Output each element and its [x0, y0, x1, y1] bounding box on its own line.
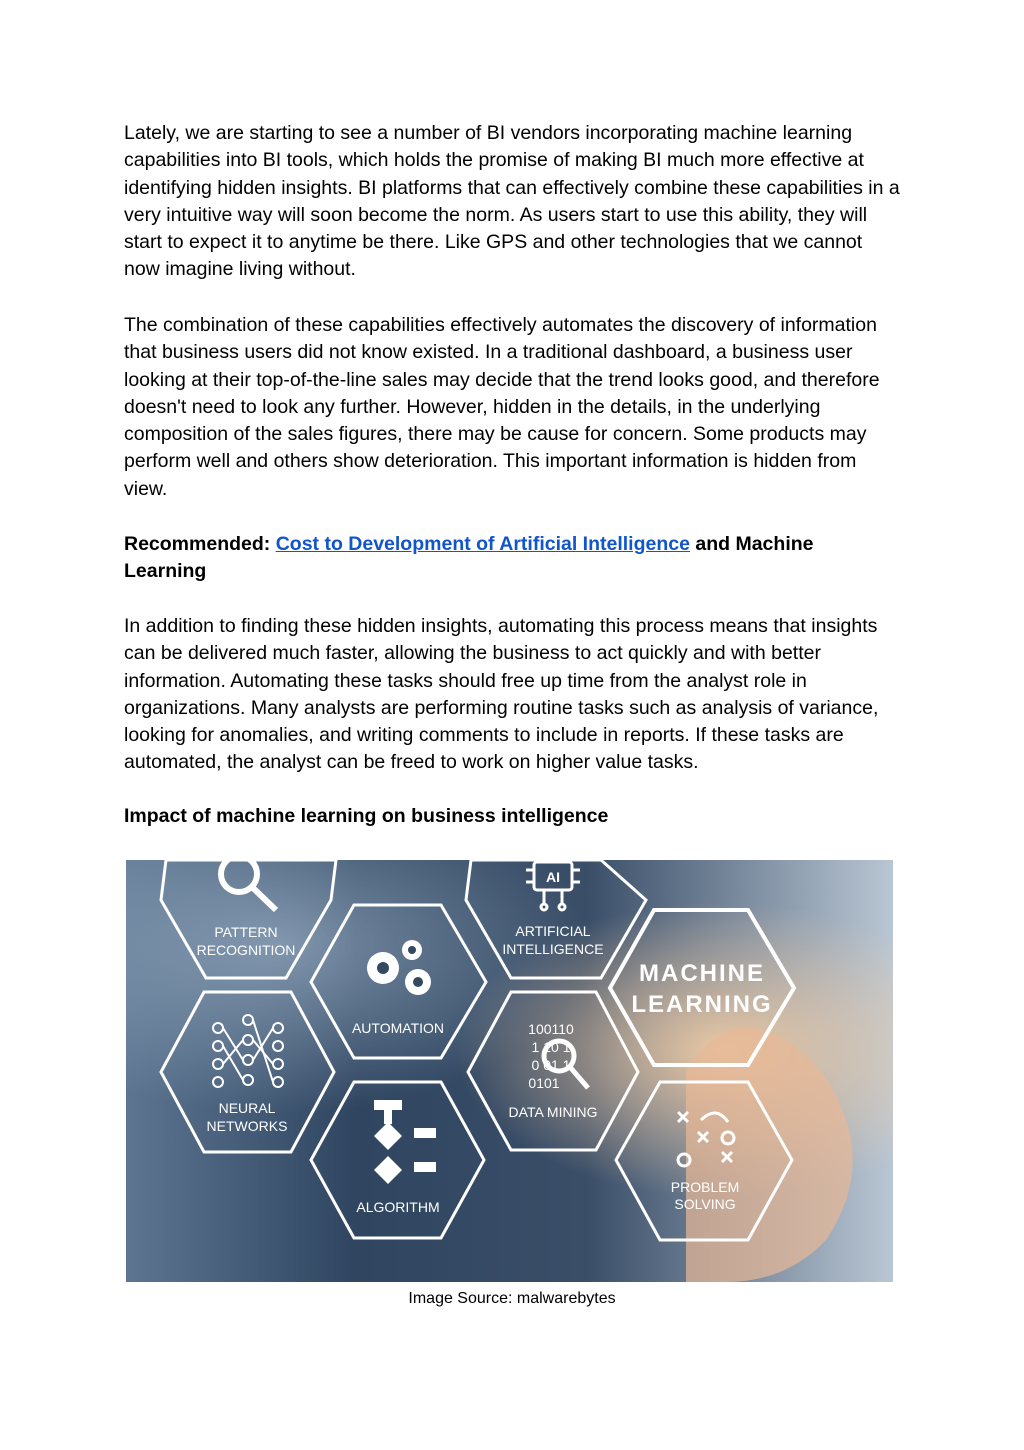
- binary-row-4: 0101: [528, 1075, 560, 1091]
- paragraph-3: In addition to finding these hidden insights, automating this process means that insights can be delivered much faster, allowing the business to act quickly and with better information. Automating these tasks should free up time from the analyst role in organizations. Many analysts are performing routine tasks such as analysis of variance, looking for anomalies, and writing comments to include in reports. If these tasks are automated, the analyst can be freed to work on higher value tasks.: [124, 615, 879, 774]
- label-problem: PROBLEM: [670, 1179, 740, 1195]
- recommended-line: [124, 531, 900, 586]
- recommended-suffix: and Machine Learning: [124, 533, 814, 583]
- label-pattern: PATTERN: [214, 924, 278, 940]
- label-automation: AUTOMATION: [351, 1020, 445, 1036]
- recommended-prefix: Recommended:: [124, 533, 276, 555]
- label-intelligence: INTELLIGENCE: [502, 941, 604, 957]
- section-heading: Impact of machine learning on business intelligence: [124, 805, 609, 827]
- label-algorithm: ALGORITHM: [356, 1199, 440, 1215]
- binary-row-1: 100110: [528, 1021, 574, 1037]
- image-caption: Image Source: malwarebytes: [408, 1290, 616, 1307]
- recommended-link[interactable]: Cost to Development of Artificial Intelligence: [275, 533, 690, 555]
- binary-row-2: 1 10 1: [531, 1039, 571, 1055]
- label-artificial: ARTIFICIAL: [515, 923, 591, 939]
- label-learning: LEARNING: [631, 991, 773, 1018]
- paragraph-2: The combination of these capabilities effectively automates the discovery of information that business users did not know existed. In a traditional dashboard, a business user looking at their top-of-the-line sales may decide that the trend looks good, and therefore doesn't need to look any further. However, hidden in the details, in the underlying composition of the sales figures, there may be cause for concern. Some products may perform well and others show deterioration. This important information is hidden from view.: [124, 314, 880, 500]
- label-data-mining: DATA MINING: [508, 1104, 598, 1120]
- label-neural: NEURAL: [218, 1100, 276, 1116]
- ai-chip-text: AI: [546, 869, 560, 885]
- label-networks: NETWORKS: [206, 1118, 288, 1134]
- label-recognition: RECOGNITION: [196, 942, 296, 958]
- binary-row-3: 0 01 1: [531, 1057, 571, 1073]
- label-solving: SOLVING: [674, 1196, 736, 1212]
- label-machine: MACHINE: [639, 960, 765, 987]
- ml-hexagon-figure: [126, 860, 893, 1282]
- paragraph-1: Lately, we are starting to see a number of BI vendors incorporating machine learning capabilities into BI tools, which holds the promise of making BI much more effective at identifying hidden insights. BI platforms that can effectively combine these capabilities in a very intuitive way will soon become the norm. As users start to use this ability, they will start to expect it to anytime be there. Like GPS and other technologies that we cannot now imagine living without.: [124, 122, 900, 281]
